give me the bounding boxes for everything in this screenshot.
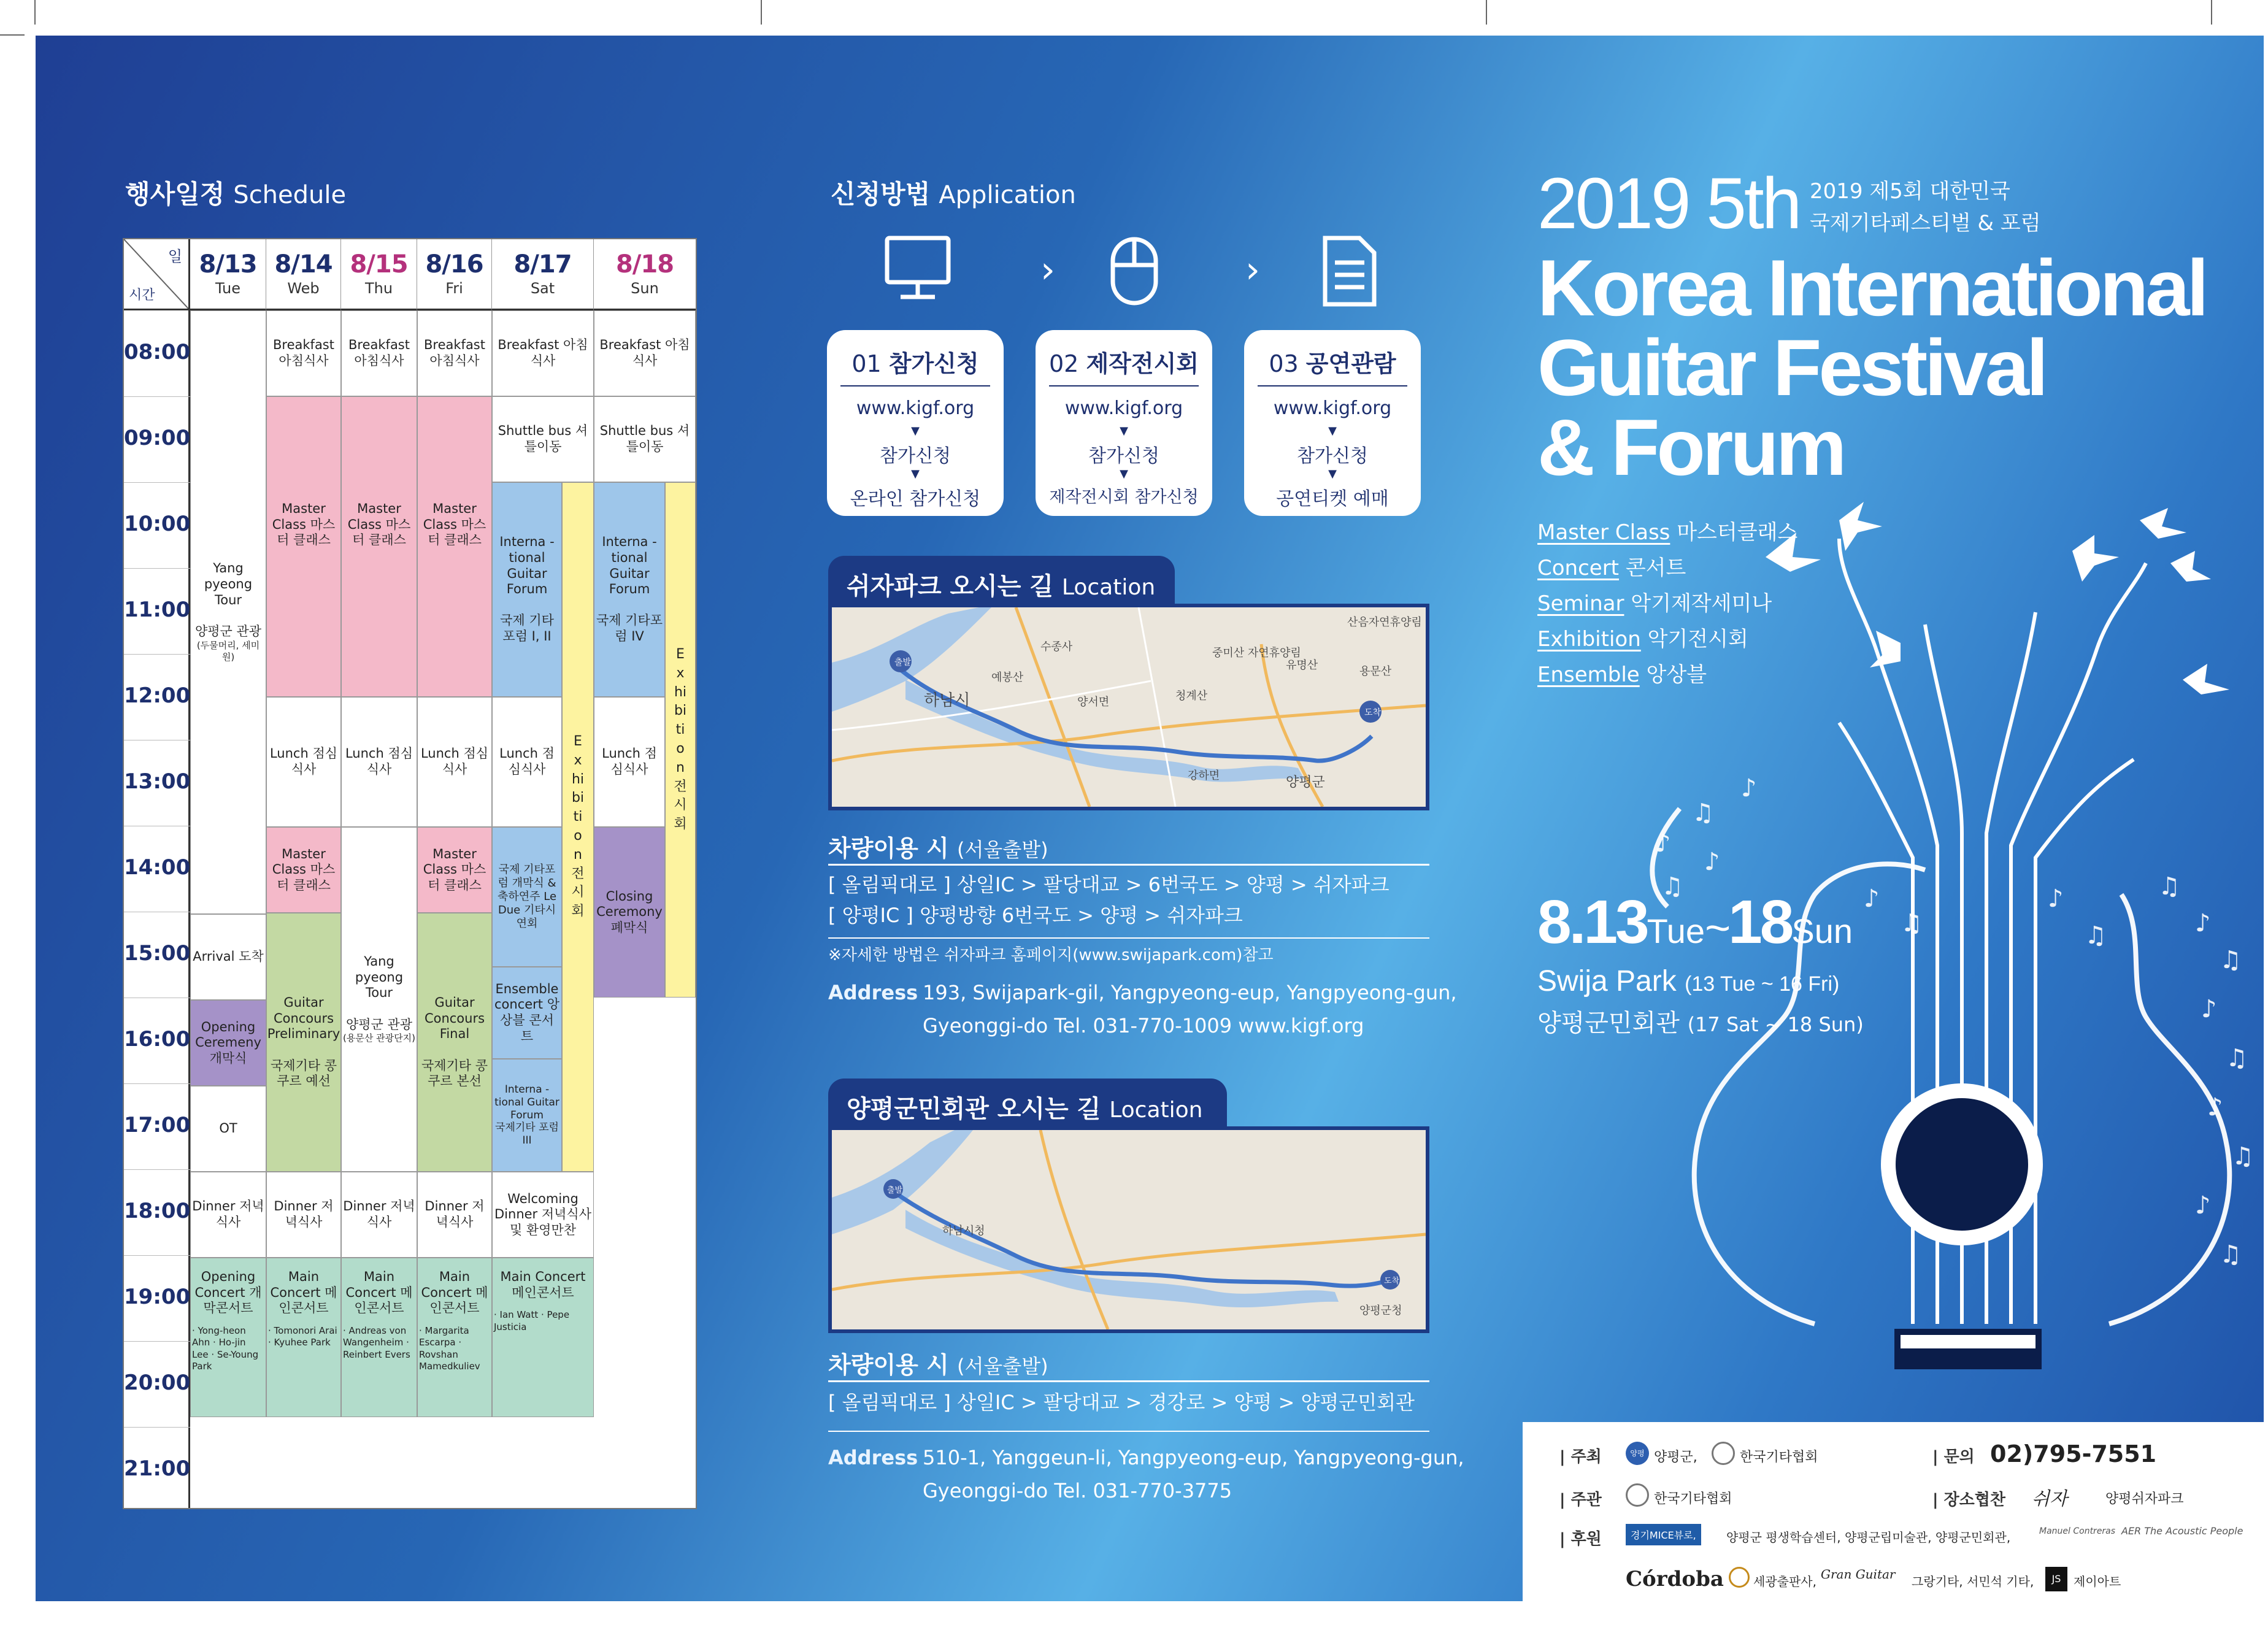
arrival-cell[interactable]: Arrival 도착 xyxy=(190,914,266,1000)
tour-cell[interactable]: Yang pyeong Tour 양평군 관광 (용문산 관광단지) xyxy=(341,827,417,1172)
main-concert-cell[interactable]: Main Concert 메인콘서트 · Andreas von Wangenheim · Reinbert Evers xyxy=(341,1258,417,1417)
festival-title: & Forum xyxy=(1537,402,1844,492)
breakfast-cell[interactable]: Breakfast 아침식사 xyxy=(417,310,492,396)
sponsor-text: 양평군 평생학습센터, 양평군립미술관, 양평군민회관, xyxy=(1726,1530,2011,1545)
time-label: 20:00 xyxy=(124,1371,191,1395)
master-class-cell[interactable]: Master Class 마스터 클래스 xyxy=(417,396,492,697)
chevron-right-icon: › xyxy=(1040,248,1055,291)
breakfast-cell[interactable]: Breakfast 아침식사 xyxy=(266,310,341,396)
application-icons xyxy=(882,233,1416,313)
schedule-table xyxy=(123,238,697,1509)
map-label: 하남시청 xyxy=(942,1225,985,1237)
svg-text:♪: ♪ xyxy=(2195,1191,2211,1220)
day-header: 8/15 Thu xyxy=(341,239,417,310)
master-class-cell[interactable]: Master Class 마스터 클래스 xyxy=(417,827,492,913)
breakfast-cell[interactable]: Breakfast 아침식사 xyxy=(341,310,417,396)
shuttle-cell[interactable]: Shuttle bus 셔틀이동 xyxy=(492,396,594,482)
dinner-cell[interactable]: Dinner 저녁식사 xyxy=(266,1172,341,1258)
ot-cell[interactable]: OT xyxy=(190,1086,266,1172)
svg-text:♪: ♪ xyxy=(1655,829,1671,858)
crop-mark xyxy=(0,34,25,36)
festival-dates: 8.13Tue~18Sun xyxy=(1537,888,1853,956)
crop-mark xyxy=(761,0,762,25)
step-url[interactable]: www.kigf.org xyxy=(856,398,975,419)
location-tab: 쉬자파크 오시는 길 Location xyxy=(828,556,1175,604)
svg-text:♫: ♫ xyxy=(2220,946,2242,974)
forum-cell[interactable]: Interna -tional Guitar Forum 국제 기타포럼 IV xyxy=(594,482,665,697)
map-start-marker: 출발 xyxy=(887,1186,903,1195)
inquiry-label: | 문의 xyxy=(1932,1448,1975,1466)
host-text: 한국기타협회 xyxy=(1740,1450,1818,1465)
note-text: ※자세한 방법은 쉬자파크 홈페이지(www.swijapark.com)참고 xyxy=(828,946,1274,964)
route-text: [ 올림픽대로 ] 상일IC > 팔당대교 > 6번국도 > 양평 > 쉬자파크 xyxy=(828,873,1390,896)
time-grid-line xyxy=(124,396,190,397)
main-concert-cell[interactable]: Main Concert 메인콘서트 · Tomonori Arai · Kyuhee Park xyxy=(266,1258,341,1417)
dinner-cell[interactable]: Dinner 저녁식사 xyxy=(341,1172,417,1258)
swija-logo: 쉬자 xyxy=(2032,1488,2067,1510)
step-card[interactable]: 01 참가신청 www.kigf.org ▼ 참가신청 ▼ 온라인 참가신청 xyxy=(827,330,1004,516)
step-card[interactable]: 02 제작전시회 www.kigf.org ▼ 참가신청 ▼ 제작전시회 참가신청 xyxy=(1036,330,1212,516)
location-tab: 양평군민회관 오시는 길 Location xyxy=(828,1079,1227,1126)
breakfast-cell[interactable]: Breakfast 아침식사 xyxy=(594,310,696,396)
step-text: 참가신청 xyxy=(880,445,951,467)
forum-cell[interactable]: Interna -tional Guitar Forum 국제기타 포럼 III xyxy=(492,1059,562,1172)
car-route-heading: 차량이용 시 (서울출발) xyxy=(828,835,1048,862)
svg-text:♪: ♪ xyxy=(1864,885,1880,913)
time-label: 10:00 xyxy=(124,512,191,536)
sponsor-logo: Manuel Contreras xyxy=(2039,1526,2116,1536)
host-label: | 주최 xyxy=(1559,1448,1602,1466)
map-label: 수종사 xyxy=(1040,640,1073,653)
time-grid-line xyxy=(124,654,190,655)
sponsor-text: 그랑기타, 서민석 기타, xyxy=(1912,1574,2034,1589)
program-item: Seminar 악기제작세미나 xyxy=(1537,591,1772,616)
chevron-right-icon: › xyxy=(1245,248,1260,291)
master-class-cell[interactable]: Master Class 마스터 클래스 xyxy=(341,396,417,697)
festival-korean-title: 2019 제5회 대한민국 xyxy=(1810,179,2010,204)
organizer-label: | 주관 xyxy=(1559,1491,1602,1509)
yangpyeong-logo-icon: 양평 xyxy=(1626,1442,1649,1465)
time-grid-line xyxy=(124,1255,190,1256)
time-grid-line xyxy=(124,568,190,569)
host-text: 양평군, xyxy=(1654,1450,1697,1465)
sponsor-logo: AER The Acoustic People xyxy=(2121,1525,2243,1537)
sponsor-text: 세광출판사, xyxy=(1753,1574,1816,1589)
organizer-text: 한국기타협회 xyxy=(1654,1491,1732,1507)
arrow-down-icon: ▼ xyxy=(1120,467,1128,480)
address-text[interactable]: 510-1, Yanggeun-li, Yangpyeong-eup, Yangpyeong-gun, xyxy=(923,1446,1464,1469)
festival-korean-title: 국제기타페스티벌 & 포럼 xyxy=(1810,211,2041,236)
map-label: 양서면 xyxy=(1077,696,1110,709)
time-label: 17:00 xyxy=(124,1113,191,1137)
time-label: 14:00 xyxy=(124,855,191,880)
sponsor-logo: 경기MICE뷰로, xyxy=(1626,1524,1701,1545)
shuttle-cell[interactable]: Shuttle bus 셔틀이동 xyxy=(594,396,696,482)
concours-final-cell[interactable]: Guitar Concours Final 국제기타 콩쿠르 본선 xyxy=(417,913,492,1172)
route-text: [ 올림픽대로 ] 상일IC > 팔당대교 > 경강로 > 양평 > 양평군민회관 xyxy=(828,1391,1415,1414)
concours-preliminary-cell[interactable]: Guitar Concours Preliminary 국제기타 콩쿠르 예선 xyxy=(266,913,341,1172)
map-label: 강하면 xyxy=(1188,769,1220,782)
divider xyxy=(828,937,1429,939)
time-label: 18:00 xyxy=(124,1199,191,1223)
time-grid-line xyxy=(124,1169,190,1170)
corner-cell: 일 시간 xyxy=(124,239,190,310)
schedule-heading: 행사일정 Schedule xyxy=(125,179,347,209)
js-logo: JS xyxy=(2045,1567,2067,1591)
svg-text:♫: ♫ xyxy=(2220,1240,2242,1269)
support-label: | 후원 xyxy=(1559,1530,1602,1548)
time-label: 19:00 xyxy=(124,1285,191,1309)
route-text: [ 양평IC ] 양평방향 6번국도 > 양평 > 쉬자파크 xyxy=(828,904,1243,927)
map-label: 하남시 xyxy=(924,691,971,710)
opening-ceremony-cell[interactable]: Opening Ceremeny 개막식 xyxy=(190,1000,266,1086)
mouse-icon xyxy=(1113,239,1156,303)
arrow-down-icon: ▼ xyxy=(911,425,920,437)
step-card[interactable]: 03 공연관람 www.kigf.org ▼ 참가신청 ▼ 공연티켓 예매 xyxy=(1244,330,1421,516)
time-grid-line xyxy=(124,482,190,483)
svg-text:♫: ♫ xyxy=(2226,1044,2248,1072)
svg-text:♫: ♫ xyxy=(2158,872,2180,901)
svg-text:♫: ♫ xyxy=(2085,921,2107,950)
map-civic-hall[interactable] xyxy=(828,1126,1429,1333)
svg-text:♫: ♫ xyxy=(1901,909,1923,937)
ensemble-cell[interactable]: Ensemble concert 앙상블 콘서트 xyxy=(492,967,562,1059)
closing-ceremony-cell[interactable]: Closing Ceremony 폐막식 xyxy=(594,827,665,998)
step-url[interactable]: www.kigf.org xyxy=(1064,398,1183,419)
venue-sponsor-text: 양평쉬자파크 xyxy=(2105,1491,2184,1507)
map-label: 양평군청 xyxy=(1359,1304,1402,1317)
address-label: Address xyxy=(828,981,918,1004)
lunch-cell[interactable]: Lunch 점심식사 xyxy=(266,697,341,827)
dinner-cell[interactable]: Dinner 저녁식사 xyxy=(417,1172,492,1258)
arrow-down-icon: ▼ xyxy=(1328,467,1337,480)
map-label: 용문산 xyxy=(1359,665,1392,678)
svg-text:♪: ♪ xyxy=(1741,774,1757,802)
step-url[interactable]: www.kigf.org xyxy=(1273,398,1392,419)
time-grid-line xyxy=(124,1341,190,1342)
gran-guitar-logo: Gran Guitar xyxy=(1821,1567,1896,1582)
program-item: Master Class 마스터클래스 xyxy=(1537,520,1798,545)
map-start-marker: 출발 xyxy=(894,658,912,667)
forum-cell[interactable]: Interna -tional Guitar Forum 국제 기타포럼 I, II xyxy=(492,482,562,697)
master-class-cell[interactable]: Master Class 마스터 클래스 xyxy=(266,827,341,913)
crop-mark xyxy=(1486,0,1487,25)
lunch-cell[interactable]: Lunch 점심식사 xyxy=(594,697,665,827)
cordoba-logo: Córdoba xyxy=(1626,1567,1724,1591)
map-label: 청계산 xyxy=(1175,690,1208,702)
master-class-cell[interactable]: Master Class 마스터 클래스 xyxy=(266,396,341,697)
time-label: 08:00 xyxy=(124,340,191,364)
step-text: 참가신청 xyxy=(1297,445,1368,467)
lunch-cell[interactable]: Lunch 점심식사 xyxy=(417,697,492,827)
map-swija-park[interactable] xyxy=(828,604,1429,810)
exhibition-cell[interactable]: Exhibition 전시회 xyxy=(665,482,696,998)
map-label: 중미산 자연휴양림 xyxy=(1212,647,1301,659)
guitar-association-logo-icon xyxy=(1626,1483,1649,1507)
exhibition-cell[interactable]: Exhibition 전시회 xyxy=(562,482,594,1172)
arrow-down-icon: ▼ xyxy=(1120,425,1128,437)
crop-mark xyxy=(2211,0,2212,25)
inquiry-phone[interactable]: 02)795-7551 xyxy=(1990,1440,2157,1467)
brochure-sheet xyxy=(36,36,2264,1601)
lunch-cell[interactable]: Lunch 점심식사 xyxy=(492,697,562,827)
map-label: 양평군 xyxy=(1286,775,1325,790)
welcoming-dinner-cell[interactable]: Welcoming Dinner 저녁식사 및 환영만찬 xyxy=(492,1172,594,1258)
program-item: Exhibition 악기전시회 xyxy=(1537,627,1748,652)
car-route-heading: 차량이용 시 (서울출발) xyxy=(828,1352,1048,1378)
day-header: 8/14 Web xyxy=(266,239,341,310)
svg-text:♫: ♫ xyxy=(1692,799,1714,827)
main-concert-cell[interactable]: Main Concert 메인콘서트 · Margarita Escarpa · Rovshan Mamedkuliev xyxy=(417,1258,492,1417)
program-item: Ensemble 앙상블 xyxy=(1537,663,1707,687)
time-label: 13:00 xyxy=(124,769,191,794)
map-label: 산음자연휴양림 xyxy=(1347,616,1422,629)
step-text: 공연티켓 예매 xyxy=(1276,488,1389,510)
svg-text:♪: ♪ xyxy=(2207,1093,2223,1121)
divider xyxy=(828,1380,1429,1382)
document-icon xyxy=(1325,238,1374,304)
time-label: 21:00 xyxy=(124,1456,191,1481)
time-label: 15:00 xyxy=(124,941,191,966)
svg-text:♪: ♪ xyxy=(2195,909,2211,937)
day-header: 8/13 Tue xyxy=(190,239,266,310)
day-header: 8/17 Sat xyxy=(492,239,594,310)
map-label: 예봉산 xyxy=(991,671,1024,684)
day-header: 8/18 Sun xyxy=(594,239,696,310)
arrow-down-icon: ▼ xyxy=(911,467,920,480)
sponsor-box xyxy=(1523,1422,2264,1601)
svg-text:♪: ♪ xyxy=(2201,995,2217,1023)
step-text: 온라인 참가신청 xyxy=(850,488,981,510)
venue-2: 양평군민회관 (17 Sat ~ 18 Sun) xyxy=(1537,1009,1864,1037)
forum-opening-cell[interactable]: 국제 기타포럼 개막식 & 축하연주 Le Due 기타시연회 xyxy=(492,827,562,967)
breakfast-cell[interactable]: Breakfast 아침식사 xyxy=(492,310,594,396)
venue-sponsor-label: | 장소협찬 xyxy=(1932,1491,2006,1509)
opening-concert-cell[interactable]: Opening Concert 개막콘서트 · Yong-heon Ahn · Ho-jin Lee · Se-Young Park xyxy=(190,1258,266,1417)
svg-text:♪: ♪ xyxy=(2048,885,2064,913)
time-label: 11:00 xyxy=(124,598,191,622)
divider xyxy=(828,864,1429,866)
map-label: 유명산 xyxy=(1286,659,1318,672)
venue-1: Swija Park (13 Tue ~ 16 Fri) xyxy=(1537,965,1840,998)
dinner-cell[interactable]: Dinner 저녁식사 xyxy=(190,1172,266,1258)
divider xyxy=(828,1431,1429,1432)
time-grid-line xyxy=(124,1083,190,1084)
tour-cell[interactable]: Yang pyeong Tour 양평군 관광 (두물머리, 세미원) xyxy=(190,310,266,914)
crop-mark xyxy=(34,0,36,25)
svg-text:♫: ♫ xyxy=(2232,1142,2254,1171)
program-item: Concert 콘서트 xyxy=(1537,556,1686,580)
day-header: 8/16 Fri xyxy=(417,239,492,310)
map-end-marker: 도착 xyxy=(1384,1277,1400,1286)
svg-text:♫: ♫ xyxy=(1661,872,1683,901)
festival-title: Guitar Festival xyxy=(1537,323,2046,412)
lunch-cell[interactable]: Lunch 점심식사 xyxy=(341,697,417,827)
address-label: Address xyxy=(828,1446,918,1469)
map-end-marker: 도착 xyxy=(1364,708,1382,718)
main-concert-cell[interactable]: Main Concert 메인콘서트 · Ian Watt · Pepe Justicia xyxy=(492,1258,594,1417)
monitor-icon xyxy=(887,238,948,297)
step-text: 제작전시회 참가신청 xyxy=(1049,488,1199,507)
application-heading: 신청방법 Application xyxy=(831,179,1076,209)
sekwang-logo-icon xyxy=(1729,1567,1750,1588)
arrow-down-icon: ▼ xyxy=(1328,425,1337,437)
sponsor-text: 제이아트 xyxy=(2074,1574,2121,1589)
guitar-association-logo-icon xyxy=(1712,1442,1735,1465)
step-text: 참가신청 xyxy=(1088,445,1159,467)
address-text[interactable]: Gyeonggi-do Tel. 031-770-3775 xyxy=(923,1479,1232,1502)
time-label: 16:00 xyxy=(124,1027,191,1052)
time-grid-line xyxy=(124,1427,190,1428)
time-label: 09:00 xyxy=(124,426,191,450)
svg-text:♪: ♪ xyxy=(1704,848,1720,876)
address-text[interactable]: 193, Swijapark-gil, Yangpyeong-eup, Yangpyeong-gun, xyxy=(923,981,1457,1004)
festival-year: 2019 5th xyxy=(1537,163,1800,244)
festival-title: Korea International xyxy=(1537,243,2206,333)
address-text[interactable]: Gyeonggi-do Tel. 031-770-1009 www.kigf.org xyxy=(923,1014,1364,1037)
time-label: 12:00 xyxy=(124,683,191,708)
